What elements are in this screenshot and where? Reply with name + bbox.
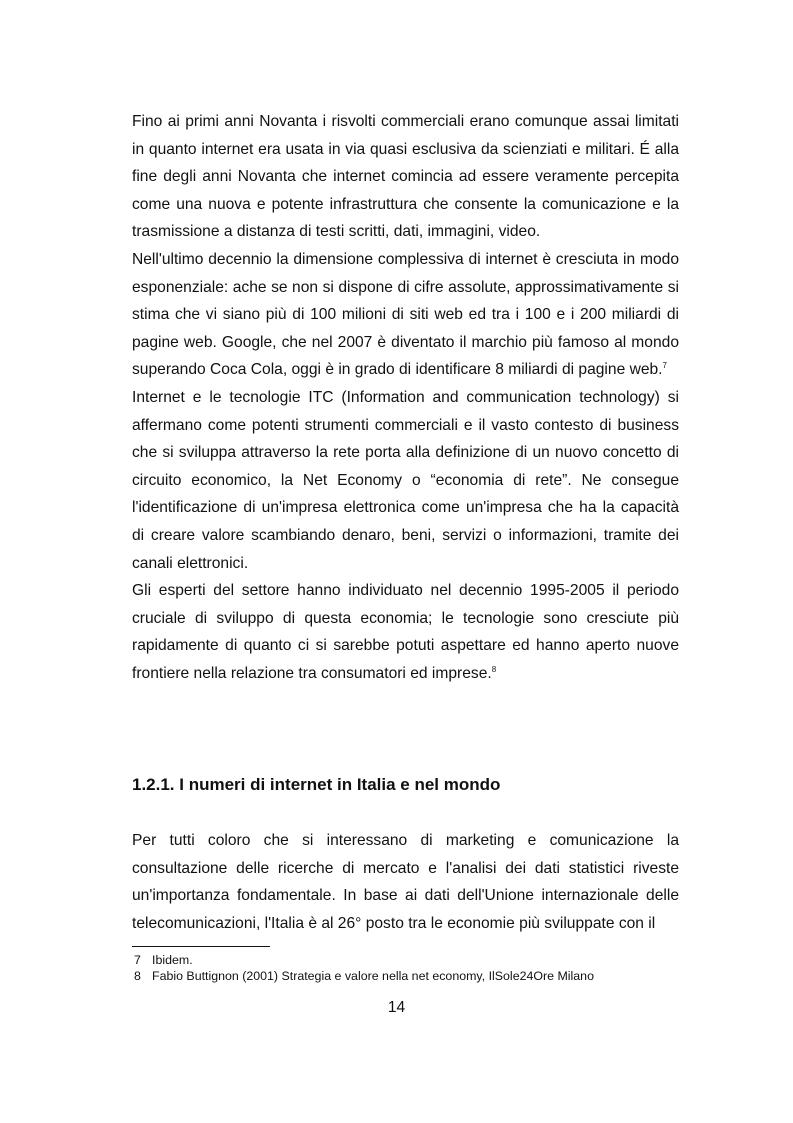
paragraph-4: Gli esperti del settore hanno individuato nel decennio 1995-2005 il periodo cruciale di sviluppo di questa economia; le tecnologie sono cresciute più rapidamente di quanto ci si sarebbe potuti aspettare ed hanno aperto nuove frontiere nella relazione tra consumatori ed imprese.$^8$	[132, 582, 679, 682]
footnote-text: Fabio Buttignon (2001) Strategia e valore nella net economy, IlSole24Ore Milano	[152, 969, 594, 983]
footnote-ref-7: 7	[662, 361, 667, 371]
paragraph-1: Fino ai primi anni Novanta i risvolti commerciali erano comunque assai limitati in quanto internet era usata in via quasi esclusiva da scienziati e militari. É alla fine degli anni Novanta che internet comincia ad essere veramente percepita come una nuova e potente infrastruttura che consente la comunicazione e la trasmissione a distanza di testi scritti, dati, immagini, video.	[132, 113, 679, 241]
footnote-ref-8: 8	[491, 664, 497, 674]
footnote-8	[134, 968, 694, 984]
footnote-number: 8	[134, 969, 141, 983]
page-number: 14	[387, 999, 406, 1016]
text-block-intro	[132, 108, 679, 687]
paragraph-5: Per tutti coloro che si interessano di marketing e comunicazione la consultazione delle ricerche di mercato e l'analisi dei dati statistici riveste un'importanza fondamentale. In base ai dati dell'Unione internazionale delle telecomunicazioni, l'Italia è al 26° posto tra le economie più sviluppate con il	[132, 832, 679, 932]
footnote-7	[134, 952, 694, 968]
footnote-text: Ibidem.	[152, 953, 193, 967]
paragraph-3: Internet e le tecnologie ITC (Information and communication technology) si affermano come potenti strumenti commerciali e il vasto contesto di business che si sviluppa attraverso la rete porta alla definizione di un nuovo concetto di circuito economico, la Net Economy o “economia di rete”. Ne consegue l'identificazione di un'impresa elettronica come un'impresa che ha la capacità di creare valore scambiando denaro, beni, servizi o informazioni, tramite dei canali elettronici.	[132, 388, 679, 572]
paragraph-2: Nell'ultimo decennio la dimensione complessiva di internet è cresciuta in modo esponenziale: ache se non si dispone di cifre assolute, approssimativamente si stima che vi siano più di 100 milioni di siti web ed tra i 100 e i 200 miliardi di pagine web. Google, che nel 2007 è diventato il marchio più famoso al mondo superando Coca Cola, oggi è in grado di identificare 8 miliardi di pagine web.$^7$	[132, 250, 679, 379]
footnotes	[134, 952, 694, 984]
footnote-number: 7	[134, 953, 141, 967]
footnote-separator	[132, 946, 270, 947]
text-block-section	[132, 827, 679, 937]
section-heading: 1.2.1. I numeri di internet in Italia e nel mondo	[132, 775, 501, 794]
